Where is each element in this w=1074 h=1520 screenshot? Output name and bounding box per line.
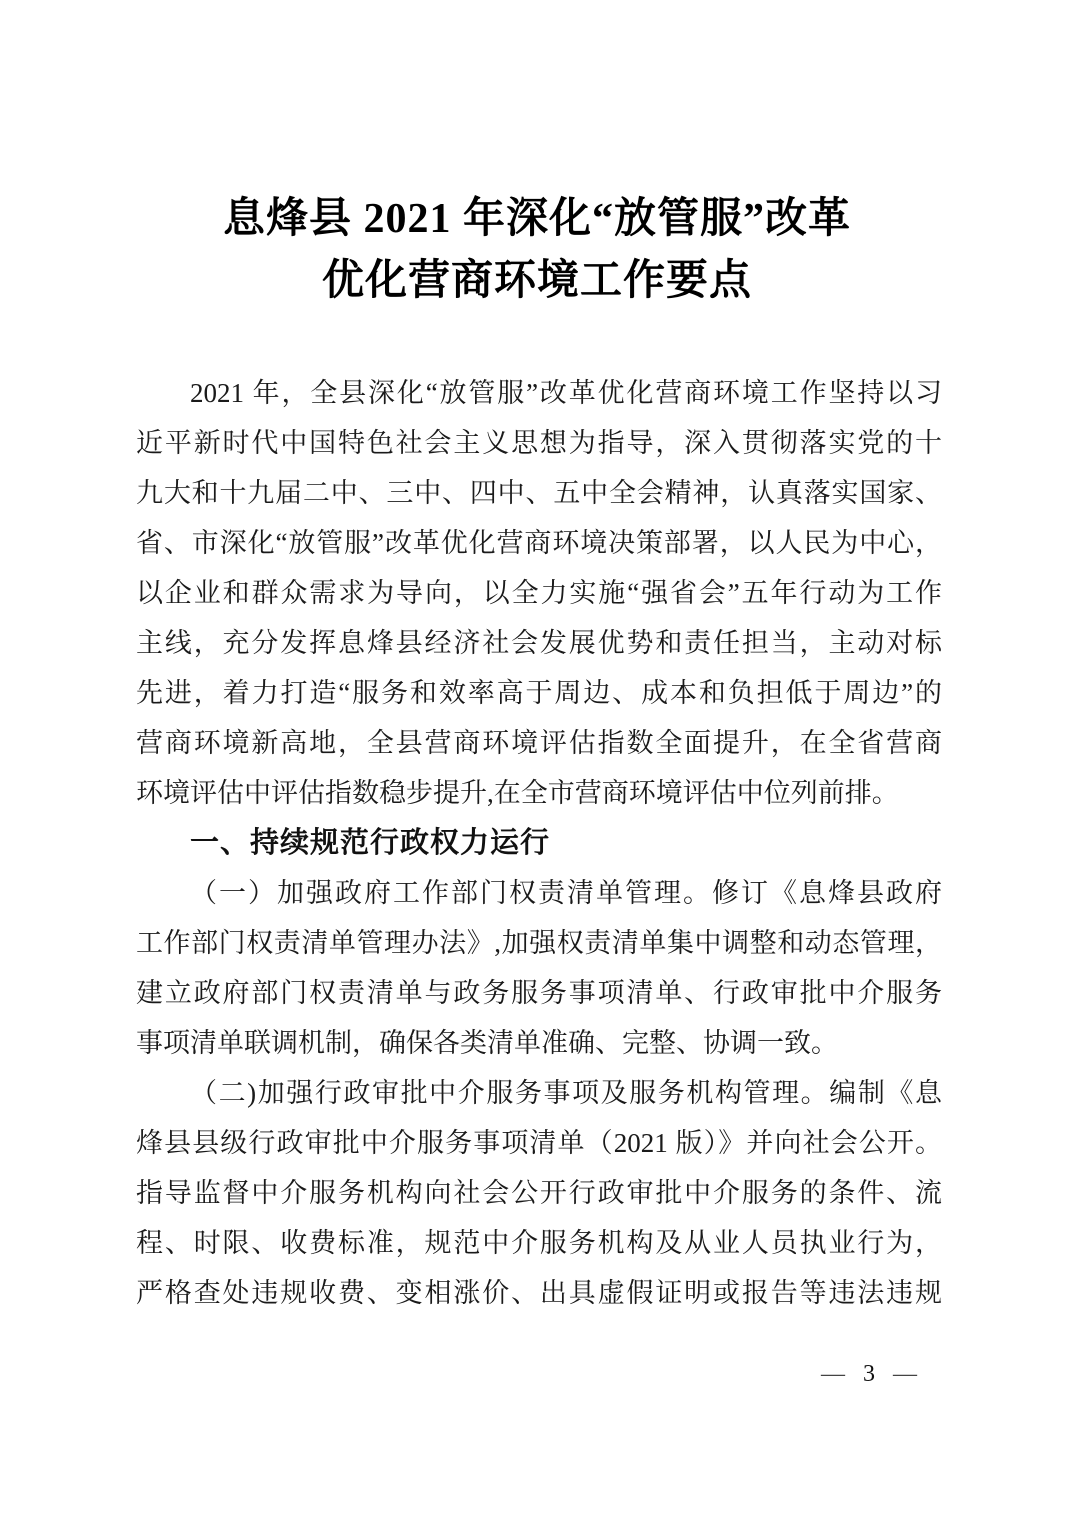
item-2-paragraph-line-3: 指导监督中介服务机构向社会公开行政审批中介服务的条件、流 [136, 1178, 942, 1208]
intro-paragraph-line-6: 主线，充分发挥息烽县经济社会发展优势和责任担当，主动对标 [136, 628, 942, 658]
section-1-heading-line-1: 一、持续规范行政权力运行 [190, 827, 551, 859]
intro-paragraph-line-8: 营商环境新高地，全县营商环境评估指数全面提升，在全省营商 [136, 728, 942, 758]
page-number-dash-right: — [893, 1361, 917, 1387]
page-number-value: 3 [863, 1361, 875, 1387]
intro-paragraph-line-7: 先进，着力打造“服务和效率高于周边、成本和负担低于周边”的 [136, 678, 942, 708]
item-1-paragraph-line-3: 建立政府部门权责清单与政务服务事项清单、行政审批中介服务 [136, 978, 942, 1008]
intro-paragraph-line-4: 省、市深化“放管服”改革优化营商环境决策部署，以人民为中心， [136, 528, 942, 558]
item-1-paragraph-line-1: （一）加强政府工作部门权责清单管理。修订《息烽县政府 [190, 878, 942, 908]
intro-paragraph-line-2: 近平新时代中国特色社会主义思想为指导，深入贯彻落实党的十 [136, 428, 942, 458]
item-2-paragraph-line-4: 程、时限、收费标准，规范中介服务机构及从业人员执业行为， [136, 1228, 942, 1258]
item-1-paragraph-line-4: 事项清单联调机制，确保各类清单准确、完整、协调一致。 [136, 1028, 838, 1058]
item-2-paragraph-line-5: 严格查处违规收费、变相涨价、出具虚假证明或报告等违法违规 [136, 1278, 942, 1308]
document-title-line-2: 优化营商环境工作要点 [321, 258, 752, 304]
intro-paragraph-line-5: 以企业和群众需求为导向，以全力实施“强省会”五年行动为工作 [136, 578, 942, 608]
intro-paragraph-line-1: 2021 年，全县深化“放管服”改革优化营商环境工作坚持以习 [190, 378, 942, 408]
document-title [0, 188, 1074, 312]
page-number-dash-left: — [821, 1361, 845, 1387]
item-1-paragraph-line-2: 工作部门权责清单管理办法》,加强权责清单集中调整和动态管理， [136, 928, 942, 958]
intro-paragraph-line-9: 环境评估中评估指数稳步提升,在全市营商环境评估中位列前排。 [136, 778, 899, 808]
item-2-paragraph-line-2: 烽县县级行政审批中介服务事项清单（2021 版）》并向社会公开。 [136, 1128, 942, 1158]
item-2-paragraph-line-1: （二)加强行政审批中介服务事项及服务机构管理。编制《息 [190, 1078, 942, 1108]
document-title-line-1: 息烽县 2021 年深化“放管服”改革 [222, 196, 851, 242]
document-body [136, 368, 942, 1318]
page-number [821, 1358, 917, 1390]
intro-paragraph-line-3: 九大和十九届二中、三中、四中、五中全会精神，认真落实国家、 [136, 478, 942, 508]
